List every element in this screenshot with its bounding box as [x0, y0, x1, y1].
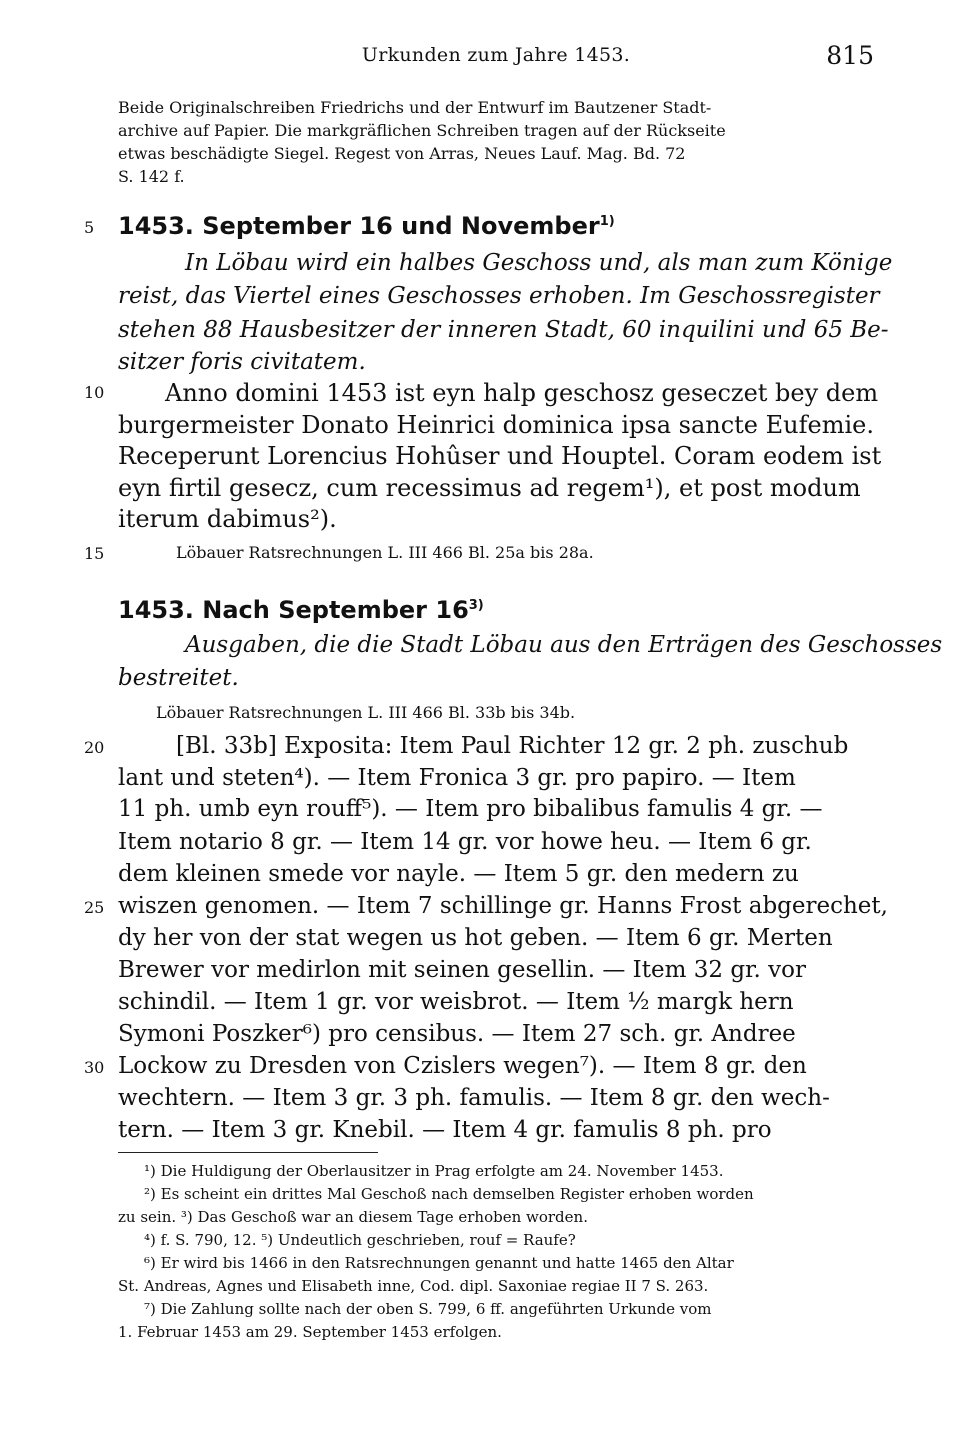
footnote-ref: 3): [468, 598, 484, 613]
text-line: wechtern. — Item 3 gr. 3 ph. famulis. — Item 8 gr. den wech-: [118, 1085, 830, 1111]
source-citation: Löbauer Ratsrechnungen L. III 466 Bl. 25a bis 28a.: [176, 543, 594, 562]
text-line: lant und steten⁴). — Item Fronica 3 gr. pro papiro. — Item: [118, 765, 796, 791]
intro-line: archive auf Papier. Die markgräflichen Schreiben tragen auf der Rückseite: [118, 121, 726, 140]
text-line: Receperunt Lorencius Hohûser und Houptel. Coram eodem ist: [118, 442, 882, 470]
running-header: [118, 41, 874, 76]
line-number: 15: [84, 544, 105, 563]
entry-summary: reist, das Viertel eines Geschosses erhoben. Im Geschossregister: [118, 283, 880, 309]
page-number: 815: [826, 41, 874, 70]
text-line: eyn firtil gesecz, cum recessimus ad regem¹), et post modum: [118, 474, 861, 502]
text-line: dem kleinen smede vor nayle. — Item 5 gr. den medern zu: [118, 861, 799, 887]
text-line: tern. — Item 3 gr. Knebil. — Item 4 gr. famulis 8 ph. pro: [118, 1117, 772, 1143]
footnote: St. Andreas, Agnes und Elisabeth inne, Cod. dipl. Saxoniae regiae II 7 S. 263.: [118, 1277, 709, 1295]
intro-line: S. 142 f.: [118, 167, 185, 186]
text-line: Brewer vor medirlon mit seinen gesellin. — Item 32 gr. vor: [118, 957, 806, 983]
footnote-divider: [118, 1152, 378, 1153]
line-number: 10: [84, 383, 105, 402]
footnote: zu sein. ³) Das Geschoß war an diesem Tage erhoben worden.: [118, 1208, 588, 1226]
text-line: iterum dabimus²).: [118, 505, 337, 533]
entry-heading: [118, 596, 484, 624]
entry-summary: bestreitet.: [118, 665, 239, 691]
entry-heading: [118, 212, 615, 240]
text-line: 11 ph. umb eyn rouff⁵). — Item pro bibalibus famulis 4 gr. —: [118, 796, 823, 822]
entry-summary: stehen 88 Hausbesitzer der inneren Stadt, 60 inquilini und 65 Be-: [118, 317, 889, 343]
entry-summary: In Löbau wird ein halbes Geschoss und, als man zum Könige: [185, 250, 893, 276]
footnote: ⁴) f. S. 790, 12. ⁵) Undeutlich geschrieben, rouf = Raufe?: [144, 1231, 576, 1249]
line-number: 25: [84, 898, 105, 917]
intro-line: Beide Originalschreiben Friedrichs und der Entwurf im Bautzener Stadt-: [118, 98, 712, 117]
footnote: ¹) Die Huldigung der Oberlausitzer in Prag erfolgte am 24. November 1453.: [144, 1162, 724, 1180]
header-title: Urkunden zum Jahre 1453.: [361, 44, 631, 66]
entry-summary: sitzer foris civitatem.: [118, 349, 366, 375]
footnote-ref: 1): [599, 214, 615, 229]
text-line: Symoni Poszker⁶) pro censibus. — Item 27 sch. gr. Andree: [118, 1021, 796, 1047]
text-line: Lockow zu Dresden von Czislers wegen⁷). — Item 8 gr. den: [118, 1053, 807, 1079]
footnote: ⁷) Die Zahlung sollte nach der oben S. 799, 6 ff. angeführten Urkunde vom: [144, 1300, 712, 1318]
entry-heading-text: 1453. Nach September 16: [118, 596, 469, 624]
text-line: Item notario 8 gr. — Item 14 gr. vor howe heu. — Item 6 gr.: [118, 829, 812, 855]
line-number: 30: [84, 1058, 105, 1077]
text-line: dy her von der stat wegen us hot geben. — Item 6 gr. Merten: [118, 925, 833, 951]
line-number: 20: [84, 738, 105, 757]
text-line: [Bl. 33b] Exposita: Item Paul Richter 12 gr. 2 ph. zuschub: [176, 733, 849, 759]
text-line: burgermeister Donato Heinrici dominica ipsa sancte Eufemie.: [118, 411, 874, 439]
footnote: ⁶) Er wird bis 1466 in den Ratsrechnungen genannt und hatte 1465 den Altar: [144, 1254, 734, 1272]
intro-line: etwas beschädigte Siegel. Regest von Arras, Neues Lauf. Mag. Bd. 72: [118, 144, 686, 163]
text-line: Anno domini 1453 ist eyn halp geschosz geseczet bey dem: [165, 379, 879, 407]
line-number: 5: [84, 218, 95, 237]
footnote: ²) Es scheint ein drittes Mal Geschoß nach demselben Register erhoben worden: [144, 1185, 754, 1203]
entry-summary: Ausgaben, die die Stadt Löbau aus den Erträgen des Geschosses: [185, 632, 943, 658]
source-citation: Löbauer Ratsrechnungen L. III 466 Bl. 33b bis 34b.: [156, 703, 576, 722]
entry-heading-text: 1453. September 16 und November: [118, 212, 600, 240]
footnote: 1. Februar 1453 am 29. September 1453 erfolgen.: [118, 1323, 502, 1341]
text-line: wiszen genomen. — Item 7 schillinge gr. Hanns Frost abgerechet,: [118, 893, 888, 919]
text-line: schindil. — Item 1 gr. vor weisbrot. — Item ½ margk hern: [118, 989, 794, 1015]
